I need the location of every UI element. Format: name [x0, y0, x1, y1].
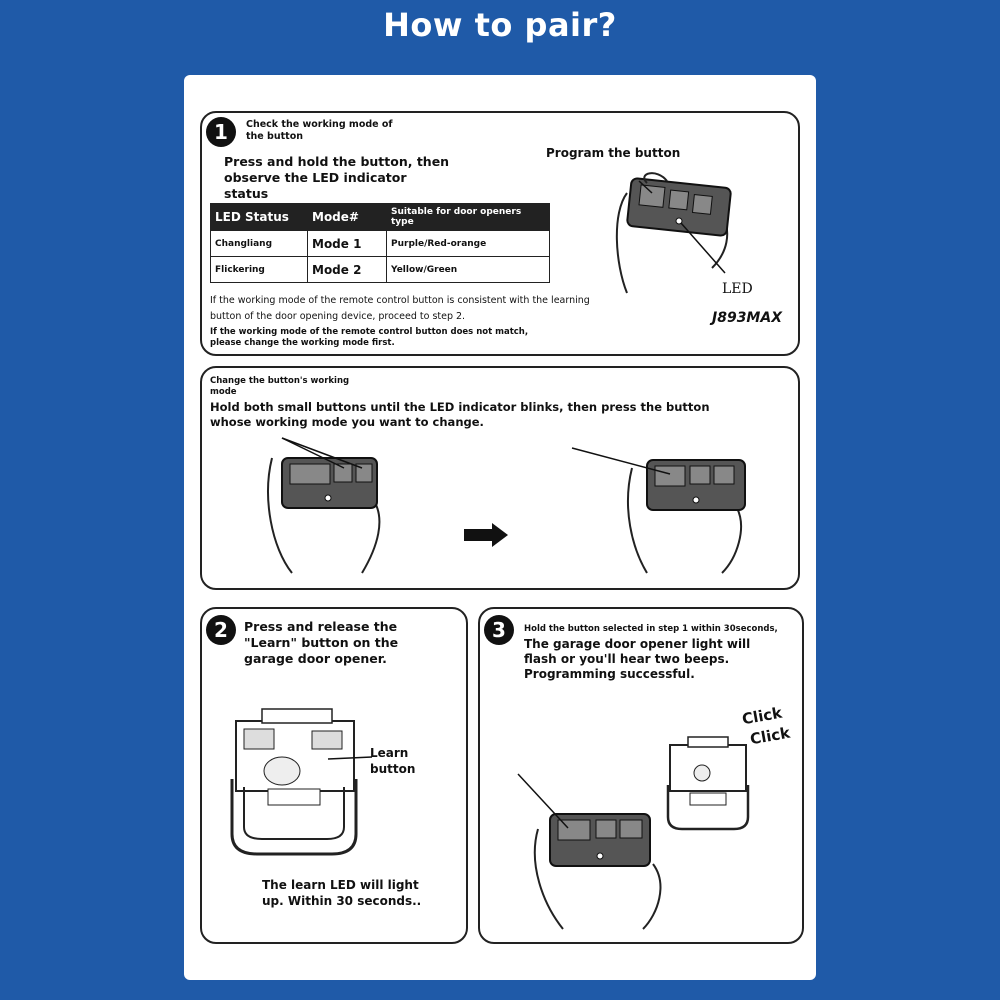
- table-header: Suitable for door openers type: [387, 204, 550, 231]
- instruction-sheet: [184, 75, 816, 980]
- learn-button-label: Learn button: [370, 746, 416, 776]
- table-cell: Flickering: [211, 257, 308, 283]
- step3-small-note: Hold the button selected in step 1 within 30seconds,: [524, 624, 778, 634]
- page-title: How to pair?: [383, 6, 617, 44]
- step1-panel: [200, 111, 800, 356]
- click-label-1: Click: [740, 703, 784, 729]
- step3-instruction: The garage door opener light will flash or you'll hear two beeps. Programming successful.: [524, 637, 751, 681]
- step2-number: 2: [206, 615, 236, 645]
- table-cell: Mode 1: [308, 231, 387, 257]
- table-header: Mode#: [308, 204, 387, 231]
- step2-instruction: Press and release the "Learn" button on the garage door opener.: [244, 619, 399, 666]
- led-status-table: [210, 203, 550, 283]
- step1-note-2: If the working mode of the remote control button does not match, please change the working mode first.: [210, 327, 529, 348]
- step1-instruction: Press and hold the button, then observe the LED indicator status: [224, 154, 450, 201]
- garage-opener-illustration: [232, 709, 362, 859]
- change-mode-panel: [200, 366, 800, 590]
- led-label: LED: [722, 281, 753, 297]
- garage-opener-small-illustration: [668, 737, 750, 832]
- model-label: J893MAX: [712, 310, 782, 326]
- table-cell: Changliang: [211, 231, 308, 257]
- step2-panel: [200, 607, 468, 944]
- table-header: LED Status: [211, 204, 308, 231]
- remote-two-buttons-illustration: [262, 438, 402, 578]
- step2-footer: The learn LED will light up. Within 30 seconds..: [262, 878, 422, 908]
- change-mode-instruction: Hold both small buttons until the LED indicator blinks, then press the button whose working mode you want to change.: [210, 400, 710, 429]
- step1-number: 1: [206, 117, 236, 147]
- step1-note-1: If the working mode of the remote control button is consistent with the learning button of the door opening device, proceed to step 2.: [210, 295, 590, 322]
- step3-panel: [478, 607, 804, 944]
- program-label: Program the button: [546, 146, 681, 160]
- change-mode-heading: Change the button's working mode: [210, 376, 350, 397]
- arrow-right-icon: [464, 523, 510, 547]
- remote-press-illustration: [572, 448, 752, 578]
- table-cell: Yellow/Green: [387, 257, 550, 283]
- remote-final-illustration: [518, 774, 678, 934]
- step1-heading: Check the working mode of the button: [246, 119, 393, 142]
- step3-number: 3: [484, 615, 514, 645]
- table-cell: Purple/Red-orange: [387, 231, 550, 257]
- table-cell: Mode 2: [308, 257, 387, 283]
- click-label-2: Click: [748, 723, 792, 749]
